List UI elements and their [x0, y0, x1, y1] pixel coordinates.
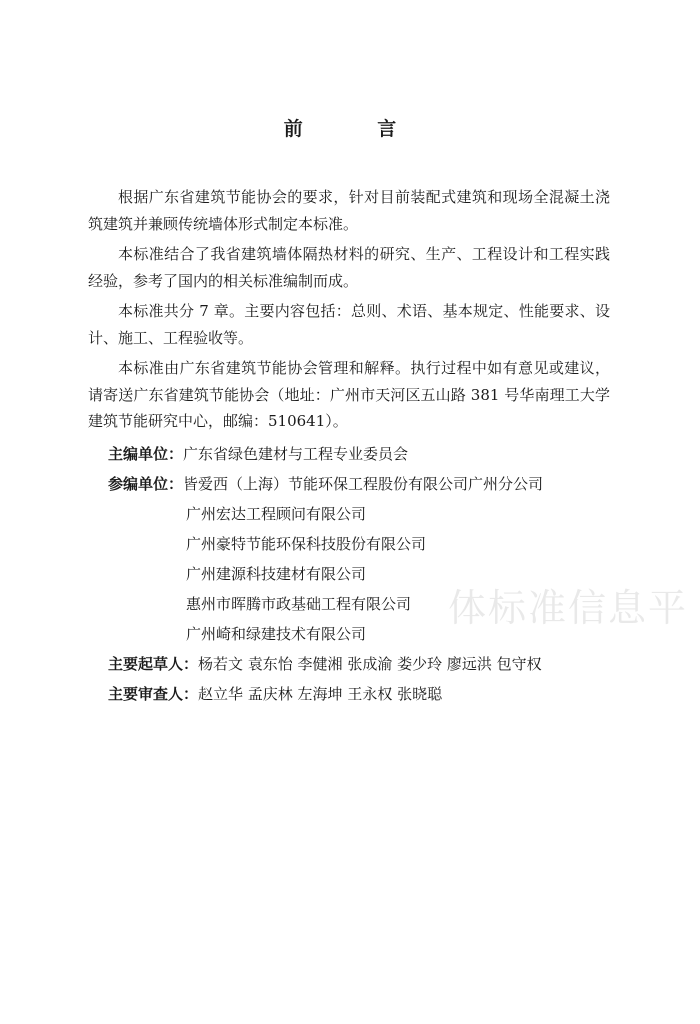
- paragraph-3: 本标准共分 7 章。主要内容包括：总则、术语、基本规定、性能要求、设计、施工、工程验收等。: [88, 302, 610, 347]
- document-body: [88, 184, 610, 709]
- participant-item: 广州宏达工程顾问有限公司: [186, 504, 367, 523]
- drafters-label: 主要起草人：: [108, 654, 199, 673]
- credits-list: [88, 439, 610, 709]
- participants-label: 参编单位：: [108, 474, 184, 493]
- participant-item: 惠州市晖腾市政基础工程有限公司: [186, 594, 412, 613]
- reviewers-value: 赵立华 孟庆林 左海坤 王永权 张晓聪: [198, 684, 443, 703]
- reviewers-label: 主要审查人：: [108, 684, 199, 703]
- editor-row: [108, 439, 610, 469]
- participant-item: 广州崎和绿建技术有限公司: [186, 624, 367, 643]
- paragraph-2: 本标准结合了我省建筑墙体隔热材料的研究、生产、工程设计和工程实践经验，参考了国内的相关标准编制而成。: [88, 245, 610, 290]
- participant-item: 广州建源科技建材有限公司: [186, 564, 367, 583]
- paragraph-1: 根据广东省建筑节能协会的要求，针对目前装配式建筑和现场全混凝土浇筑建筑并兼顾传统墙体形式制定本标准。: [88, 188, 610, 233]
- editor-label: 主编单位：: [108, 444, 184, 463]
- drafters-value: 杨若文 袁东怡 李健湘 张成渝 娄少玲 廖远洪 包守权: [198, 654, 542, 673]
- participants-row: [108, 469, 610, 499]
- watermark: 体标准信息平: [448, 586, 689, 630]
- participant-item: 皆爱西（上海）节能环保工程股份有限公司广州分公司: [183, 474, 544, 493]
- drafters-row: [108, 649, 610, 679]
- participant-item: 广州豪特节能环保科技股份有限公司: [186, 534, 427, 553]
- editor-value: 广东省绿色建材与工程专业委员会: [183, 444, 409, 463]
- paragraph-4: 本标准由广东省建筑节能协会管理和解释。执行过程中如有意见或建议，请寄送广东省建筑节能协会（地址：广州市天河区五山路 381 号华南理工大学建筑节能研究中心，邮编：510641）。: [88, 359, 610, 430]
- reviewers-row: [108, 679, 610, 709]
- page-title: 前 言: [283, 118, 431, 140]
